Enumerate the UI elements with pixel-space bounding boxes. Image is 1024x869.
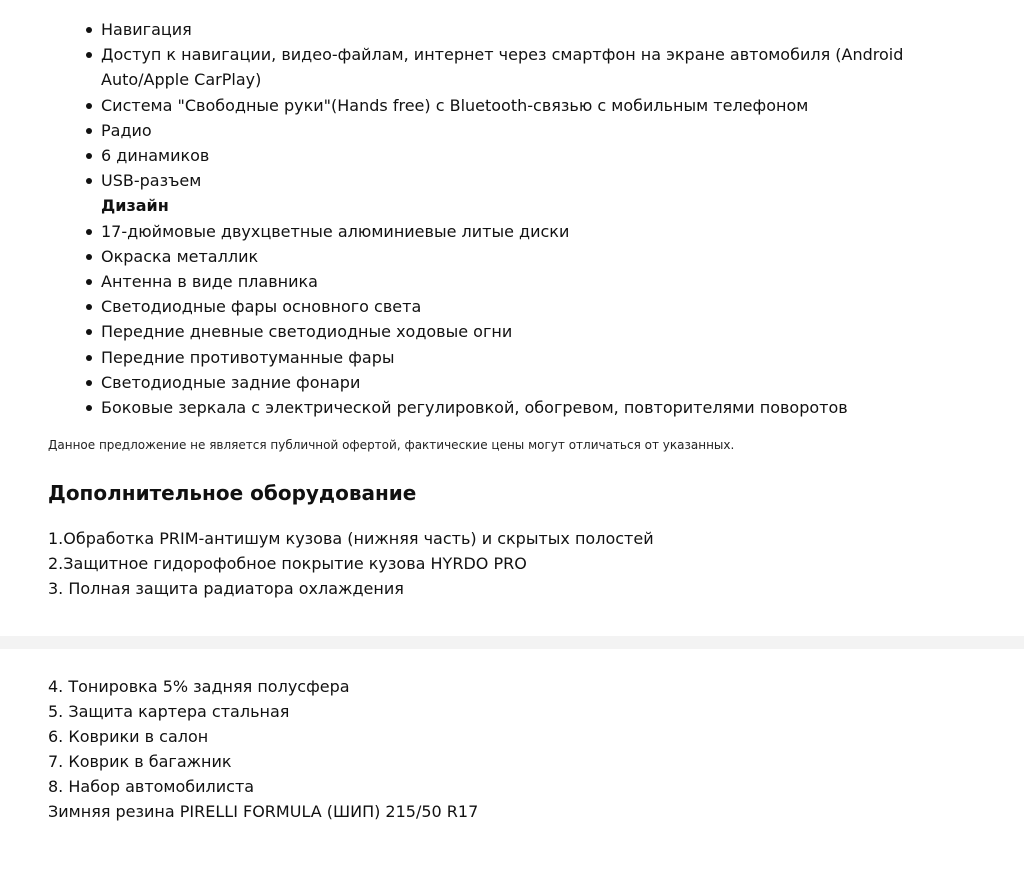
extra-equipment-item: 5. Защита картера стальная <box>48 702 290 721</box>
feature-list-item: Навигация <box>0 17 1024 42</box>
feature-list-item: Передние противотуманные фары <box>0 345 1024 370</box>
extra-equipment-item: 1.Обработка PRIM-антишум кузова (нижняя часть) и скрытых полостей <box>48 529 654 548</box>
feature-list-item: Антенна в виде плавника <box>0 269 1024 294</box>
extra-equipment-item: Зимняя резина PIRELLI FORMULA (ШИП) 215/50 R17 <box>48 802 479 821</box>
extra-equipment-item: 6. Коврики в салон <box>48 727 209 746</box>
extra-equipment-list <box>48 526 654 601</box>
feature-list-item: Светодиодные задние фонари <box>0 370 1024 395</box>
feature-list-item: Окраска металлик <box>0 244 1024 269</box>
extra-equipment-item: 8. Набор автомобилиста <box>48 777 255 796</box>
feature-list-item: Передние дневные светодиодные ходовые огни <box>0 319 1024 344</box>
feature-list-item: USB-разъем <box>0 168 1024 193</box>
feature-list-item: Светодиодные фары основного света <box>0 294 1024 319</box>
extra-equipment-item: 3. Полная защита радиатора охлаждения <box>48 579 404 598</box>
extra-equipment-list-continued <box>48 674 478 824</box>
section-divider <box>0 636 1024 649</box>
extra-equipment-item: 2.Защитное гидорофобное покрытие кузова HYRDO PRO <box>48 554 527 573</box>
feature-list-item: 6 динамиков <box>0 143 1024 168</box>
feature-list-item: 17-дюймовые двухцветные алюминиевые литые диски <box>0 219 1024 244</box>
feature-list-item: Доступ к навигации, видео-файлам, интернет через смартфон на экране автомобиля (Android Auto/Apple CarPlay) <box>0 42 1024 92</box>
feature-section-heading: Дизайн <box>101 196 169 216</box>
equipment-feature-list <box>0 17 1024 420</box>
feature-list-item: Система "Свободные руки"(Hands free) с Bluetooth-связью с мобильным телефоном <box>0 93 1024 118</box>
extra-equipment-item: 4. Тонировка 5% задняя полусфера <box>48 677 350 696</box>
feature-list-item: Радио <box>0 118 1024 143</box>
feature-list-item: Боковые зеркала с электрической регулировкой, обогревом, повторителями поворотов <box>0 395 1024 420</box>
extra-equipment-title: Дополнительное оборудование <box>48 481 417 505</box>
disclaimer-text: Данное предложение не является публичной офертой, фактические цены могут отличаться от указанных. <box>48 438 735 452</box>
extra-equipment-item: 7. Коврик в багажник <box>48 752 232 771</box>
